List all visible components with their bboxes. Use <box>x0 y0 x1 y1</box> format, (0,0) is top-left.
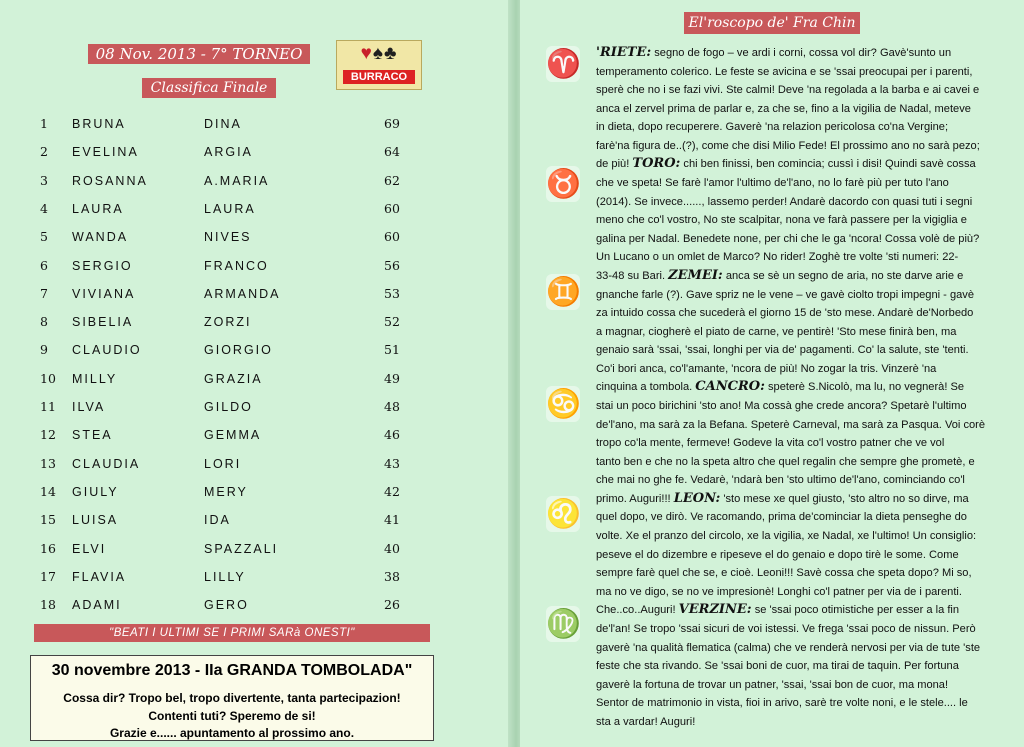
horoscope-text-segment: galina per Nadal. Benedete none, per chi che le ga 'ncora! Cossa volè de più? <box>596 232 980 245</box>
horoscope-line <box>596 230 1014 249</box>
ranking-points: 51 <box>384 342 400 358</box>
ranking-row <box>36 336 416 364</box>
ranking-points: 41 <box>384 512 400 528</box>
player-name-2: GEMMA <box>204 428 262 443</box>
rank-position: 16 <box>40 540 56 556</box>
horoscope-text-segment: volte. Xe el pranzo del circolo, xe la vigilia, xe Nadal, xe l'ultimo! Un consiglio: <box>596 530 977 543</box>
rank-position: 7 <box>40 285 48 301</box>
ranking-points: 40 <box>384 540 400 556</box>
horoscope-text-segment: meno che co'l vostro, No ste scalpitar, nona ve farà passere per la vigiglia e <box>596 214 967 227</box>
player-name-2: ARGIA <box>204 145 253 160</box>
player-name-2: GRAZIA <box>204 371 263 386</box>
player-name-1: CLAUDIA <box>72 456 141 471</box>
zodiac-sign-name: ZEMEI: <box>668 267 723 283</box>
tombola-line-1: Cossa dir? Tropo bel, tropo divertente, tanta partecipazion! <box>63 691 401 705</box>
ranking-points: 62 <box>384 172 400 188</box>
ranking-row <box>36 308 416 336</box>
ranking-row <box>36 421 416 449</box>
ranking-row <box>36 252 416 280</box>
horoscope-text-segment: temperamento colerico. Le feste se avicina e se 'ssai preocupai per i parenti, <box>596 65 973 78</box>
horoscope-line <box>596 713 1014 732</box>
player-name-1: ELVI <box>72 541 107 556</box>
horoscope-line <box>596 44 1014 63</box>
rank-position: 4 <box>40 200 48 216</box>
horoscope-text-segment: cinquina a tombola. <box>596 381 696 394</box>
horoscope-line <box>596 341 1014 360</box>
horoscope-text-segment: ma no ve digo, se no ve impresionè! Longhi co'l patner per via de i parenti. <box>596 585 962 598</box>
player-name-1: LAURA <box>72 201 124 216</box>
horoscope-text-segment: segno de fogo – ve ardi i corni, cossa vol dir? Gavè'sunto un <box>651 47 952 59</box>
burraco-logo-word: BURRACO <box>343 70 415 84</box>
final-ranking-banner: Classifica Finale <box>142 78 276 98</box>
horoscope-line <box>596 508 1014 527</box>
horoscope-line <box>596 620 1014 639</box>
horoscope-text-segment: anca se sè un segno de aria, no ste darve arie e <box>722 269 964 282</box>
player-name-1: VIVIANA <box>72 286 136 301</box>
horoscope-line <box>596 676 1014 695</box>
rank-position: 18 <box>40 597 56 613</box>
rank-position: 15 <box>40 512 56 528</box>
ranking-points: 49 <box>384 370 400 386</box>
player-name-1: ADAMI <box>72 598 122 613</box>
horoscope-line <box>596 471 1014 490</box>
burraco-logo <box>336 40 422 90</box>
ranking-row <box>36 167 416 195</box>
horoscope-text-segment: gnanche farle (?). Gave spriz ne le vene – ve gavè ciolto tropi impegni - gavè <box>596 288 975 301</box>
horoscope-text-segment: sempre farè quel che se, e cioè. Leoni!!! Savè cossa che speta dopo? Mi so, <box>596 567 972 580</box>
horoscope-line <box>596 416 1014 435</box>
tombola-title: 30 novembre 2013 - IIa GRANDA TOMBOLADA" <box>51 662 413 679</box>
horoscope-line <box>596 601 1014 620</box>
player-name-2: MERY <box>204 484 248 499</box>
ranking-row <box>36 478 416 506</box>
player-name-2: LORI <box>204 456 242 471</box>
horoscope-line <box>596 211 1014 230</box>
ranking-points: 64 <box>384 144 400 160</box>
rank-position: 5 <box>40 229 48 245</box>
aries-icon: ♈ <box>546 46 580 82</box>
player-name-1: GIULY <box>72 484 119 499</box>
tournament-date-banner: 08 Nov. 2013 - 7° TORNEO <box>88 44 310 64</box>
rank-position: 13 <box>40 455 56 471</box>
horoscope-text-segment: anca el zervel prima de parlar e, za che se, fino a la vigilia de Nadal, meteve <box>596 102 971 115</box>
ranking-row <box>36 138 416 166</box>
ranking-row <box>36 195 416 223</box>
horoscope-line <box>596 118 1014 137</box>
horoscope-line <box>596 193 1014 212</box>
horoscope-text-segment: a magnar, ciogherè el piato de carne, ve pentirè! 'Sto mese finirà ben, ma <box>596 325 957 338</box>
ranking-row <box>36 535 416 563</box>
horoscope-line <box>596 63 1014 82</box>
ranking-points: 38 <box>384 568 400 584</box>
player-name-2: GIORGIO <box>204 343 273 358</box>
horoscope-text-segment: Che..co..Auguri! <box>596 604 679 617</box>
ranking-points: 56 <box>384 257 400 273</box>
horoscope-line <box>596 397 1014 416</box>
horoscope-text-segment: primo. Auguri!!! <box>596 492 674 505</box>
horoscope-line <box>596 81 1014 100</box>
ranking-points: 42 <box>384 483 400 499</box>
ranking-row <box>36 591 416 619</box>
player-name-1: FLAVIA <box>72 569 127 584</box>
horoscope-text-segment: peseve el do dizembre e ripeseve el do genaio e dopo tirè le some. Come <box>596 548 959 561</box>
rank-position: 1 <box>40 116 48 131</box>
horoscope-line <box>596 527 1014 546</box>
motto-banner: "BEATI I ULTIMI SE I PRIMI SARà ONESTI" <box>34 624 430 642</box>
horoscope-text-segment: de'l'an! Se tropo 'ssai sicuri de voi istessi. Ve frega 'ssai poco de nissun. Però <box>596 622 976 635</box>
horoscope-text-segment: gaverè la fortuna de trovar un patner, 'ssai, 'ssai bon de cuor, ma mona! <box>596 678 949 691</box>
cancer-icon: ♋ <box>546 386 580 422</box>
ranking-points: 60 <box>384 229 400 245</box>
horoscope-line <box>596 564 1014 583</box>
horoscope-text-segment: che mai no ghe fe. Vedarè, 'ndarà ben 'sto ultimo de'l'ano, cominciando co'l <box>596 474 965 487</box>
ranking-points: 48 <box>384 399 400 414</box>
horoscope-text-segment: 'sto mese xe quel giusto, 'sto altro no so dirve, ma <box>720 492 969 505</box>
horoscope-text-segment: Co'i bori anca, co'l'amante, 'ncora de più! No zogar la tris. Vinzerè 'na <box>596 362 937 375</box>
horoscope-line <box>596 360 1014 379</box>
zodiac-sign-name: LEON: <box>673 490 721 506</box>
player-name-1: ILVA <box>72 400 106 414</box>
horoscope-text-segment: quel dopo, ve dirò. Ve racomando, prima de'cominciar la dieta penseghe do <box>596 511 967 524</box>
horoscope-line <box>596 694 1014 713</box>
horoscope-text-segment: farè'na figura de..(?), come che disi Milio Fede! El prossimo ano no sarà pezo; <box>596 139 980 152</box>
zodiac-sign-name: TORO: <box>632 156 681 172</box>
horoscope-line <box>596 155 1014 174</box>
horoscope-line <box>596 248 1014 267</box>
horoscope-text-segment: sperè che no i se fazi vivi. Ste calmi! Deve 'na regolada a la barba e ai cavei e <box>596 84 980 97</box>
rank-position: 8 <box>40 314 48 330</box>
horoscope-line <box>596 657 1014 676</box>
player-name-1: SIBELIA <box>72 315 134 330</box>
ranking-points: 69 <box>384 116 400 131</box>
horoscope-text-segment: chi ben finissi, ben comincia; cussì i disi! Quindi savè cossa <box>680 158 976 171</box>
horoscope-text-segment: che ve speta! Se farè l'amor l'ultimo de'l'ano, no lo farè più per tuto l'ano <box>596 177 949 190</box>
zodiac-sign-name: CANCRO: <box>695 379 765 395</box>
horoscope-banner: El'roscopo de' Fra Chin <box>684 12 860 34</box>
horoscope-line <box>596 100 1014 119</box>
leo-icon: ♌ <box>546 496 580 532</box>
ranking-row <box>36 110 416 138</box>
horoscope-text-segment: de più! <box>596 158 633 171</box>
horoscope-line <box>596 639 1014 658</box>
player-name-1: STEA <box>72 428 113 443</box>
horoscope-line <box>596 490 1014 509</box>
rank-position: 17 <box>40 568 56 584</box>
ranking-points: 43 <box>384 455 400 471</box>
horoscope-text <box>596 44 1014 731</box>
player-name-2: GERO <box>204 598 249 613</box>
ranking-row <box>36 393 416 421</box>
zodiac-sign-name: VERZINE: <box>678 602 752 618</box>
horoscope-text-segment: gaverè 'na qualità flematica (calma) che ve renderà nervosi per via de tute 'ste <box>596 641 981 654</box>
player-name-1: BRUNA <box>72 117 126 131</box>
rank-position: 6 <box>40 257 48 273</box>
zodiac-sign-name: 'RIETE: <box>596 45 652 60</box>
taurus-icon: ♉ <box>546 166 580 202</box>
ranking-row <box>36 506 416 534</box>
virgo-icon: ♍ <box>546 606 580 642</box>
horoscope-text-segment: (2014). Se invece......, lassemo perder! Andarè dacordo con quasi tuti i segni <box>596 195 973 208</box>
player-name-1: SERGIO <box>72 258 133 273</box>
player-name-2: A.MARIA <box>204 173 270 188</box>
card-suits-icon: ♥♠♣ <box>360 43 398 64</box>
rank-position: 14 <box>40 483 56 499</box>
horoscope-line <box>596 546 1014 565</box>
ranking-points: 46 <box>384 427 400 443</box>
horoscope-text-segment: Un Lucano o un omlet de Marco? No rider! Zoghè tre volte 'sti numeri: 22- <box>596 251 959 264</box>
ranking-row <box>36 280 416 308</box>
ranking-points: 52 <box>384 314 400 330</box>
horoscope-text-segment: feste che sta rivando. Se 'ssai boni de cuor, ma tirai de taquin. Per fortuna <box>596 660 959 673</box>
horoscope-text-segment: za intuido cossa che sucederà el giorno 15 de 'sto mese. Andarè de'Norbedo <box>596 307 974 320</box>
horoscope-text-segment: tanto ben e che no la speta altro che quel regalin che sempre ghe prometè, e <box>596 455 975 468</box>
horoscope-text-segment: tropo co'la mente, fermeve! Godeve la vita co'l vostro patner che ve vol <box>596 437 945 450</box>
horoscope-line <box>596 378 1014 397</box>
rank-position: 12 <box>40 427 56 443</box>
horoscope-line <box>596 174 1014 193</box>
horoscope-line <box>596 286 1014 305</box>
player-name-2: NIVES <box>204 230 252 245</box>
horoscope-line <box>596 453 1014 472</box>
ranking-row <box>36 450 416 478</box>
player-name-2: DINA <box>204 117 242 131</box>
player-name-2: ZORZI <box>204 315 252 330</box>
horoscope-line <box>596 137 1014 156</box>
horoscope-text-segment: sta a vardar! Auguri! <box>596 715 696 728</box>
horoscope-text-segment: 33-48 su Bari. <box>596 269 669 282</box>
horoscope-text-segment: genaio sarà 'ssai, 'ssai, longhi per via de' pagamenti. Co' la salute, ste 'tenti. <box>596 344 969 357</box>
ranking-row <box>36 365 416 393</box>
rank-position: 9 <box>40 342 48 358</box>
ranking-row <box>36 563 416 591</box>
player-name-2: ARMANDA <box>204 286 281 301</box>
ranking-row <box>36 223 416 251</box>
horoscope-line <box>596 323 1014 342</box>
ranking-points: 26 <box>384 597 400 613</box>
tombola-line-3: Grazie e...... apuntamento al prossimo ano. <box>109 726 355 740</box>
horoscope-line <box>596 434 1014 453</box>
horoscope-text-segment: speterè S.Nicolò, ma lu, no vegnerà! Se <box>764 381 965 394</box>
player-name-1: WANDA <box>72 230 129 245</box>
horoscope-line <box>596 304 1014 323</box>
player-name-1: LUISA <box>72 513 119 528</box>
player-name-2: IDA <box>204 513 231 528</box>
horoscope-line <box>596 583 1014 602</box>
horoscope-text-segment: Sentor de matrimonio in vista, fioi in arivo, sarè tre volte noni, e le stele.... le <box>596 697 968 710</box>
player-name-2: GILDO <box>204 400 253 414</box>
horoscope-text-segment: in dieta, dopo recuperere. Gaverè 'na relazion pericolosa co'na Vergine; <box>596 121 949 134</box>
player-name-1: EVELINA <box>72 145 139 160</box>
player-name-1: ROSANNA <box>72 173 148 188</box>
player-name-2: FRANCO <box>204 258 269 273</box>
player-name-1: CLAUDIO <box>72 343 142 358</box>
player-name-2: LAURA <box>204 201 256 216</box>
rank-position: 2 <box>40 144 48 160</box>
player-name-1: MILLY <box>72 371 118 386</box>
ranking-points: 53 <box>384 285 400 301</box>
tombola-box <box>30 655 434 741</box>
right-page <box>520 0 1024 747</box>
horoscope-line <box>596 267 1014 286</box>
tombola-line-2: Contenti tuti? Speremo de si! <box>148 709 316 723</box>
horoscope-text-segment: stai un poco birichini 'sto ano! Ma cossà ghe crede ancora? Spetarè l'ultimo <box>596 399 967 412</box>
rank-position: 3 <box>40 172 48 188</box>
horoscope-text-segment: de'l'ano, ma sarà za la Befana. Speterè Carneval, ma sarà za Pasqua. Voi corè <box>596 418 986 431</box>
player-name-2: LILLY <box>204 569 246 584</box>
rank-position: 10 <box>40 370 56 386</box>
ranking-points: 60 <box>384 200 400 216</box>
player-name-2: SPAZZALI <box>204 541 279 556</box>
horoscope-text-segment: se 'ssai poco otimistiche per esser a la fin <box>751 604 960 617</box>
gemini-icon: ♊ <box>546 274 580 310</box>
rank-position: 11 <box>40 399 56 414</box>
